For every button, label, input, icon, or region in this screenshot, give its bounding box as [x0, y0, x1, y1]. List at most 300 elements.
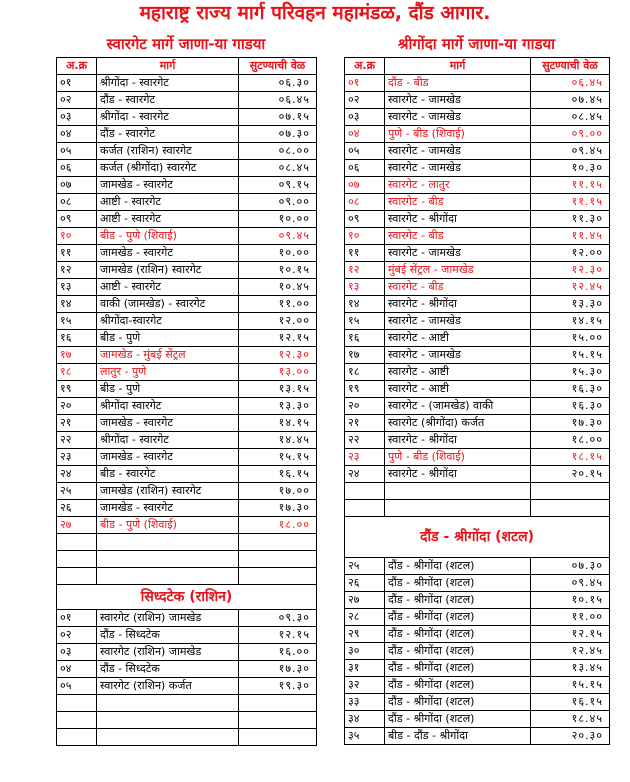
departure-time: १८.४५: [531, 711, 610, 728]
empty-cell: [97, 534, 239, 551]
row-number: ३२: [345, 677, 385, 694]
departure-time: १३.००: [239, 364, 317, 381]
row-number: १८: [345, 364, 385, 381]
route-name: दौंड - श्रीगोंदा (शटल): [385, 694, 531, 711]
route-name: वाकी (जामखेड) - स्वारगेट: [97, 296, 239, 313]
route-name: जामखेड - स्वारगेट: [97, 177, 239, 194]
departure-time: ०९.००: [239, 194, 317, 211]
table-row: [57, 432, 317, 449]
table-row: [57, 500, 317, 517]
route-name: बीड - पुणे (शिवाई): [97, 517, 239, 534]
row-number: ०७: [345, 177, 385, 194]
table-row: [345, 211, 610, 228]
section-heading-row: [57, 585, 317, 610]
table-row: [57, 678, 317, 695]
departure-time: ०९.००: [531, 126, 610, 143]
departure-time: ०६.३०: [239, 75, 317, 92]
departure-time: १७.००: [239, 483, 317, 500]
row-number: २८: [345, 609, 385, 626]
row-number: ०८: [57, 194, 97, 211]
row-number: ०१: [57, 75, 97, 92]
departure-time: १७.३०: [531, 415, 610, 432]
route-name: आष्टी - स्वारगेट: [97, 194, 239, 211]
departure-time: ११.१५: [531, 194, 610, 211]
table-row: [345, 75, 610, 92]
route-name: दौंड - श्रीगोंदा (शटल): [385, 711, 531, 728]
row-number: २५: [345, 558, 385, 575]
empty-cell: [57, 568, 97, 585]
departure-time: १६.१५: [239, 466, 317, 483]
route-name: दौंड - श्रीगोंदा (शटल): [385, 558, 531, 575]
route-name: कर्जत (श्रीगोंदा) स्वारगेट: [97, 160, 239, 177]
empty-cell: [57, 551, 97, 568]
row-number: ३४: [345, 711, 385, 728]
row-number: ०६: [345, 160, 385, 177]
empty-row: [57, 568, 317, 585]
table-row: [57, 279, 317, 296]
row-number: १६: [57, 330, 97, 347]
departure-time: ०९.४५: [531, 575, 610, 592]
row-number: ०५: [345, 143, 385, 160]
route-name: जामखेड (राशिन) स्वारगेट: [97, 262, 239, 279]
row-number: २५: [57, 483, 97, 500]
table-row: [345, 228, 610, 245]
table-row: [345, 415, 610, 432]
departure-time: १५.१५: [239, 449, 317, 466]
departure-time: ०६.४५: [531, 75, 610, 92]
left-table-heading: स्वारगेट मार्गे जाणा-या गाडया: [106, 35, 266, 53]
row-number: २४: [345, 466, 385, 483]
route-name: बीड - पुणे: [97, 330, 239, 347]
swargate-route-table: [56, 57, 317, 746]
route-name: स्वारगेट - बीड: [385, 194, 531, 211]
table-row: [345, 626, 610, 643]
table-row: [57, 364, 317, 381]
route-name: दौंड - बीड: [385, 75, 531, 92]
section-heading: सिध्दटेक (राशिन): [57, 585, 317, 610]
row-number: १०: [57, 228, 97, 245]
empty-row: [345, 500, 610, 517]
row-number: १४: [57, 296, 97, 313]
table-row: [57, 347, 317, 364]
route-name: जामखेड - स्वारगेट: [97, 500, 239, 517]
table-row: [345, 92, 610, 109]
route-name: श्रीगोंदा स्वारगेट: [97, 398, 239, 415]
empty-cell: [239, 695, 317, 712]
departure-time: २०.१५: [531, 466, 610, 483]
row-number: १९: [57, 381, 97, 398]
row-number: १४: [345, 296, 385, 313]
table-row: [345, 711, 610, 728]
row-number: ०२: [57, 627, 97, 644]
right-table-heading: श्रीगोंदा मार्गे जाणा-या गाडया: [397, 35, 556, 53]
route-name: बीड - पुणे: [97, 381, 239, 398]
departure-time: १०.१५: [531, 592, 610, 609]
departure-time: ११.३०: [531, 211, 610, 228]
row-number: १६: [345, 330, 385, 347]
table-row: [345, 609, 610, 626]
departure-time: ११.००: [531, 609, 610, 626]
departure-time: १३.४५: [531, 660, 610, 677]
row-number: ०९: [345, 211, 385, 228]
route-name: स्वारगेट - श्रीगोंदा: [385, 211, 531, 228]
table-row: [57, 610, 317, 627]
row-number: १३: [57, 279, 97, 296]
table-row: [345, 313, 610, 330]
departure-time: १६.३०: [531, 398, 610, 415]
table-row: [57, 228, 317, 245]
table-row: [345, 728, 610, 745]
departure-time: ११.१५: [531, 177, 610, 194]
route-name: स्वारगेट - बीड: [385, 228, 531, 245]
route-name: स्वारगेट - आष्टी: [385, 364, 531, 381]
route-name: स्वारगेट - आष्टी: [385, 330, 531, 347]
col-header-no: अ.क्र: [57, 58, 97, 75]
route-name: स्वारगेट - बीड: [385, 279, 531, 296]
route-name: पुणे - बीड (शिवाई): [385, 449, 531, 466]
row-number: ११: [57, 245, 97, 262]
departure-time: १२.१५: [239, 627, 317, 644]
row-number: २७: [57, 517, 97, 534]
section-heading: दौंड - श्रीगोंदा (शटल): [345, 517, 610, 558]
route-name: स्वारगेट - आष्टी: [385, 381, 531, 398]
route-name: स्वारगेट - जामखेड: [385, 109, 531, 126]
table-row: [57, 143, 317, 160]
row-number: १९: [345, 381, 385, 398]
departure-time: १७.३०: [239, 661, 317, 678]
table-header-row: [345, 58, 610, 75]
empty-cell: [239, 534, 317, 551]
table-row: [345, 398, 610, 415]
row-number: ०१: [345, 75, 385, 92]
route-name: श्रीगोंदा - स्वारगेट: [97, 75, 239, 92]
departure-time: १८.००: [531, 432, 610, 449]
row-number: २६: [345, 575, 385, 592]
route-name: दौंड - स्वारगेट: [97, 92, 239, 109]
col-header-route: मार्ग: [97, 58, 239, 75]
table-row: [345, 677, 610, 694]
departure-time: ०८.४५: [239, 160, 317, 177]
departure-time: १०.००: [239, 211, 317, 228]
table-row: [57, 245, 317, 262]
table-row: [57, 398, 317, 415]
table-row: [57, 211, 317, 228]
route-name: जामखेड - स्वारगेट: [97, 449, 239, 466]
departure-time: १२.००: [239, 313, 317, 330]
row-number: ०३: [345, 109, 385, 126]
route-name: स्वारगेट (श्रीगोंदा) कर्जत: [385, 415, 531, 432]
departure-time: ११.००: [239, 296, 317, 313]
empty-cell: [97, 712, 239, 729]
route-name: स्वारगेट - श्रीगोंदा: [385, 466, 531, 483]
departure-time: १०.००: [239, 245, 317, 262]
row-number: २३: [345, 449, 385, 466]
row-number: ०३: [57, 109, 97, 126]
table-row: [345, 643, 610, 660]
departure-time: १४.१५: [239, 415, 317, 432]
row-number: ०९: [57, 211, 97, 228]
departure-time: १४.१५: [531, 313, 610, 330]
shrigonda-rows: [345, 75, 610, 745]
empty-cell: [239, 712, 317, 729]
departure-time: १५.००: [531, 330, 610, 347]
row-number: १७: [345, 347, 385, 364]
table-row: [345, 558, 610, 575]
route-name: जामखेड - स्वारगेट: [97, 415, 239, 432]
table-row: [345, 177, 610, 194]
departure-time: ०७.४५: [531, 92, 610, 109]
shrigonda-route-table: [344, 57, 610, 745]
table-row: [57, 262, 317, 279]
departure-time: १२.३०: [531, 262, 610, 279]
col-header-time: सुटण्याची वेळ: [531, 58, 610, 75]
table-row: [345, 347, 610, 364]
table-row: [345, 109, 610, 126]
table-row: [345, 279, 610, 296]
route-name: बीड - दौंड - श्रीगोंदा: [385, 728, 531, 745]
table-header-row: [57, 58, 317, 75]
table-row: [57, 449, 317, 466]
table-row: [345, 262, 610, 279]
route-name: दौंड - श्रीगोंदा (शटल): [385, 592, 531, 609]
empty-row: [345, 483, 610, 500]
empty-cell: [239, 729, 317, 746]
row-number: १३: [345, 279, 385, 296]
row-number: ०४: [57, 661, 97, 678]
empty-cell: [531, 500, 610, 517]
row-number: ०१: [57, 610, 97, 627]
empty-cell: [345, 483, 385, 500]
departure-time: १२.४५: [531, 279, 610, 296]
table-row: [345, 245, 610, 262]
route-name: जामखेड - स्वारगेट: [97, 245, 239, 262]
route-name: श्रीगोंदा - स्वारगेट: [97, 432, 239, 449]
table-row: [345, 575, 610, 592]
row-number: ०२: [57, 92, 97, 109]
route-name: स्वारगेट (राशिन) जामखेड: [97, 644, 239, 661]
table-row: [57, 661, 317, 678]
departure-time: १०.३०: [531, 160, 610, 177]
empty-row: [57, 534, 317, 551]
departure-time: १६.००: [239, 644, 317, 661]
row-number: १२: [345, 262, 385, 279]
table-row: [345, 449, 610, 466]
route-name: जामखेड - मुंबई सेंट्रल: [97, 347, 239, 364]
empty-row: [57, 551, 317, 568]
row-number: ०५: [57, 143, 97, 160]
route-name: स्वारगेट - जामखेड: [385, 160, 531, 177]
route-name: आष्टी - स्वारगेट: [97, 211, 239, 228]
departure-time: १७.३०: [239, 500, 317, 517]
table-row: [57, 109, 317, 126]
empty-cell: [57, 534, 97, 551]
empty-cell: [97, 551, 239, 568]
empty-row: [57, 712, 317, 729]
departure-time: १२.१५: [239, 330, 317, 347]
row-number: १७: [57, 347, 97, 364]
table-row: [57, 644, 317, 661]
table-row: [345, 432, 610, 449]
table-row: [57, 92, 317, 109]
route-name: स्वारगेट - जामखेड: [385, 313, 531, 330]
empty-cell: [345, 500, 385, 517]
row-number: २१: [57, 415, 97, 432]
table-row: [57, 330, 317, 347]
route-name: दौंड - श्रीगोंदा (शटल): [385, 677, 531, 694]
row-number: २२: [345, 432, 385, 449]
empty-cell: [57, 729, 97, 746]
table-row: [57, 177, 317, 194]
row-number: २६: [57, 500, 97, 517]
empty-cell: [97, 695, 239, 712]
empty-row: [57, 729, 317, 746]
route-name: पुणे - बीड (शिवाई): [385, 126, 531, 143]
table-row: [57, 194, 317, 211]
departure-time: १८.००: [239, 517, 317, 534]
table-row: [57, 313, 317, 330]
table-row: [57, 517, 317, 534]
route-name: लातुर - पुणे: [97, 364, 239, 381]
row-number: ११: [345, 245, 385, 262]
empty-cell: [97, 568, 239, 585]
table-row: [345, 160, 610, 177]
departure-time: ०८.००: [239, 143, 317, 160]
route-name: स्वारगेट (राशिन) जामखेड: [97, 610, 239, 627]
route-name: श्रीगोंदा - स्वारगेट: [97, 109, 239, 126]
table-row: [345, 660, 610, 677]
col-header-time: सुटण्याची वेळ: [239, 58, 317, 75]
route-name: दौंड - सिध्दटेक: [97, 627, 239, 644]
table-row: [345, 194, 610, 211]
departure-time: २०.३०: [531, 728, 610, 745]
route-name: मुंबई सेंट्रल - जामखेड: [385, 262, 531, 279]
route-name: स्वारगेट - जामखेड: [385, 143, 531, 160]
departure-time: १३.१५: [239, 381, 317, 398]
route-name: दौंड - श्रीगोंदा (शटल): [385, 660, 531, 677]
row-number: ०४: [345, 126, 385, 143]
table-row: [345, 330, 610, 347]
section-heading-row: [345, 517, 610, 558]
row-number: २४: [57, 466, 97, 483]
table-row: [57, 75, 317, 92]
departure-time: ०९.४५: [531, 143, 610, 160]
table-row: [345, 592, 610, 609]
row-number: २३: [57, 449, 97, 466]
route-name: स्वारगेट (राशिन) कर्जत: [97, 678, 239, 695]
route-name: दौंड - श्रीगोंदा (शटल): [385, 609, 531, 626]
table-row: [57, 415, 317, 432]
departure-time: ०७.१५: [239, 109, 317, 126]
row-number: ०८: [345, 194, 385, 211]
departure-time: ०९.४५: [239, 228, 317, 245]
departure-time: ०७.३०: [531, 558, 610, 575]
row-number: ३५: [345, 728, 385, 745]
departure-time: १६.३०: [531, 381, 610, 398]
route-name: स्वारगेट - लातुर: [385, 177, 531, 194]
empty-cell: [57, 712, 97, 729]
row-number: २२: [57, 432, 97, 449]
empty-cell: [385, 483, 531, 500]
empty-cell: [57, 695, 97, 712]
departure-time: ०६.४५: [239, 92, 317, 109]
row-number: २९: [345, 626, 385, 643]
route-name: दौंड - श्रीगोंदा (शटल): [385, 643, 531, 660]
table-row: [345, 126, 610, 143]
departure-time: १५.३०: [531, 364, 610, 381]
departure-time: १५.१५: [531, 677, 610, 694]
route-name: स्वारगेट - श्रीगोंदा: [385, 296, 531, 313]
departure-time: १३.३०: [239, 398, 317, 415]
col-header-no: अ.क्र: [345, 58, 385, 75]
row-number: २०: [57, 398, 97, 415]
route-name: जामखेड (राशिन) स्वारगेट: [97, 483, 239, 500]
row-number: ०७: [57, 177, 97, 194]
route-name: दौंड - स्वारगेट: [97, 126, 239, 143]
table-row: [57, 126, 317, 143]
departure-time: ०७.३०: [239, 126, 317, 143]
row-number: १०: [345, 228, 385, 245]
departure-time: ०९.३०: [239, 610, 317, 627]
table-row: [57, 466, 317, 483]
empty-cell: [239, 568, 317, 585]
col-header-route: मार्ग: [385, 58, 531, 75]
departure-time: १२.००: [531, 245, 610, 262]
departure-time: १९.३०: [239, 678, 317, 695]
swargate-rows: [57, 75, 317, 746]
table-row: [57, 160, 317, 177]
row-number: ०२: [345, 92, 385, 109]
table-row: [345, 381, 610, 398]
departure-time: ०९.१५: [239, 177, 317, 194]
route-name: बीड - पुणे (शिवाई): [97, 228, 239, 245]
empty-cell: [239, 551, 317, 568]
page-title: महाराष्ट्र राज्य मार्ग परिवहन महामंडळ, दौंड आगार.: [139, 2, 491, 24]
route-name: दौंड - सिध्दटेक: [97, 661, 239, 678]
row-number: १५: [345, 313, 385, 330]
route-name: स्वारगेट - जामखेड: [385, 347, 531, 364]
route-name: दौंड - श्रीगोंदा (शटल): [385, 626, 531, 643]
row-number: १८: [57, 364, 97, 381]
departure-time: ११.४५: [531, 228, 610, 245]
departure-time: १०.१५: [239, 262, 317, 279]
route-name: दौंड - श्रीगोंदा (शटल): [385, 575, 531, 592]
route-name: स्वारगेट - (जामखेड) वाकी: [385, 398, 531, 415]
row-number: ०३: [57, 644, 97, 661]
departure-time: १०.४५: [239, 279, 317, 296]
departure-time: १२.४५: [531, 643, 610, 660]
table-row: [345, 296, 610, 313]
departure-time: ०८.४५: [531, 109, 610, 126]
row-number: १५: [57, 313, 97, 330]
empty-cell: [385, 500, 531, 517]
route-name: श्रीगोंदा-स्वारगेट: [97, 313, 239, 330]
row-number: २१: [345, 415, 385, 432]
departure-time: १२.१५: [531, 626, 610, 643]
table-row: [57, 296, 317, 313]
departure-time: १८.१५: [531, 449, 610, 466]
empty-row: [57, 695, 317, 712]
row-number: ०४: [57, 126, 97, 143]
departure-time: १२.३०: [239, 347, 317, 364]
route-name: स्वारगेट - श्रीगोंदा: [385, 432, 531, 449]
row-number: ३०: [345, 643, 385, 660]
route-name: बीड - स्वारगेट: [97, 466, 239, 483]
empty-cell: [531, 483, 610, 500]
table-row: [345, 694, 610, 711]
row-number: २०: [345, 398, 385, 415]
route-name: स्वारगेट - जामखेड: [385, 92, 531, 109]
row-number: ०५: [57, 678, 97, 695]
